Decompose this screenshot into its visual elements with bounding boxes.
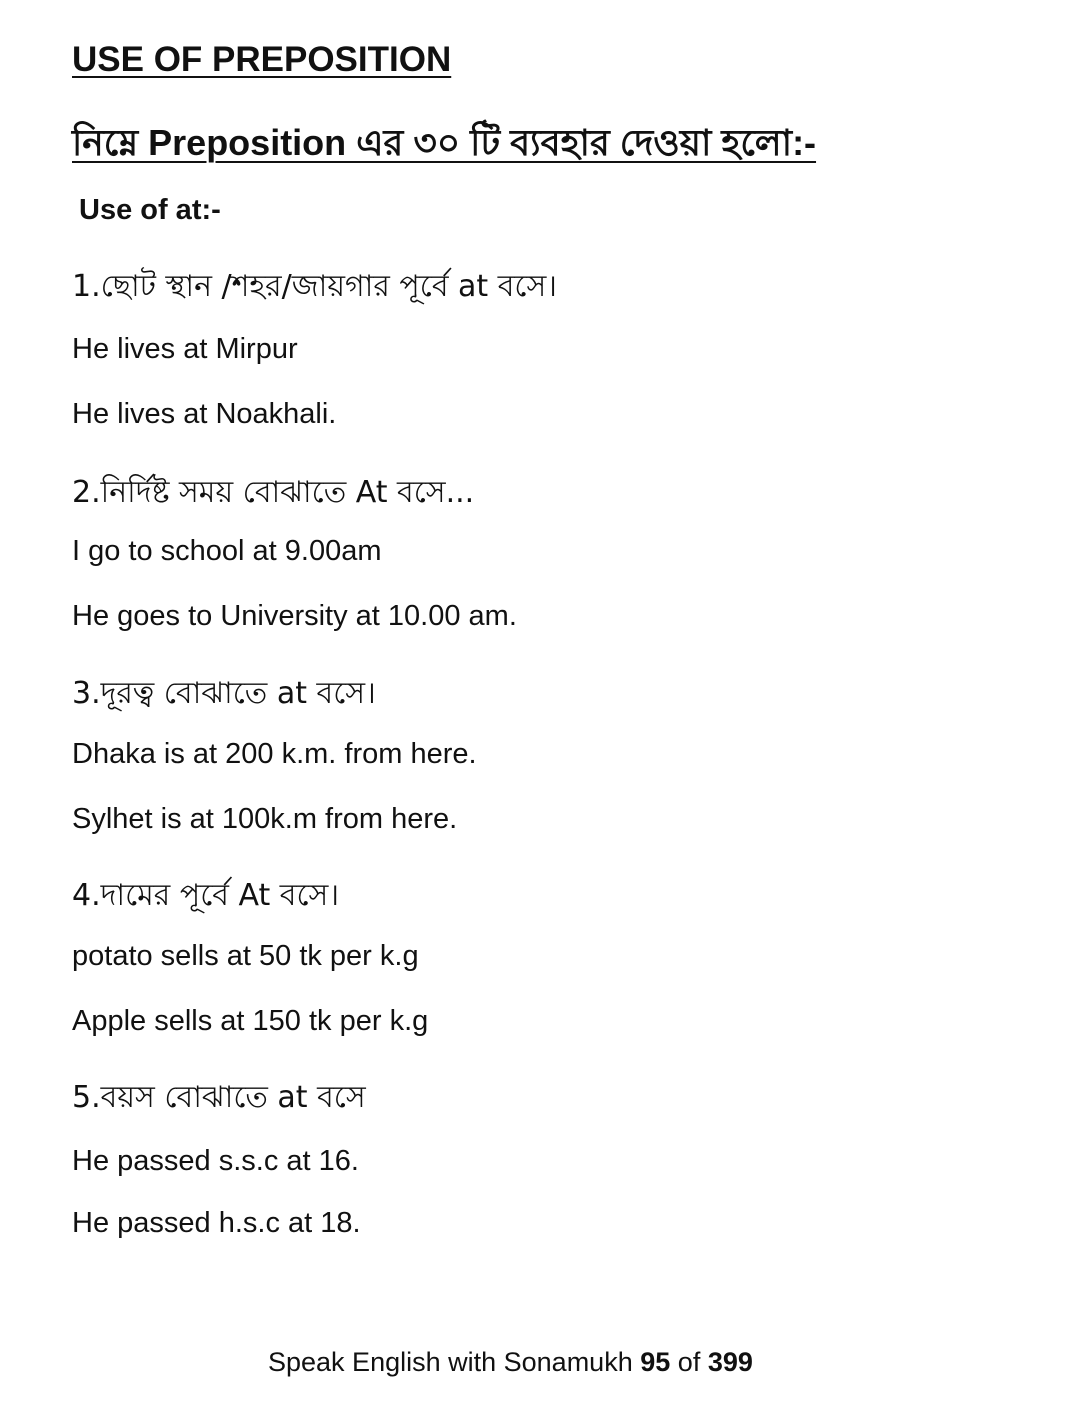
section-heading: Use of at:-: [79, 194, 221, 226]
rule-heading: 4.দামের পূর্বে At বসে।: [72, 878, 340, 913]
page-footer: [268, 1347, 753, 1378]
example-sentence: I go to school at 9.00am: [72, 535, 382, 567]
example-sentence: He passed h.s.c at 18.: [72, 1207, 361, 1239]
example-sentence: Sylhet is at 100k.m from here.: [72, 803, 458, 835]
example-sentence: He goes to University at 10.00 am.: [72, 600, 517, 632]
page-number-total: 399: [707, 1347, 753, 1377]
example-sentence: He lives at Noakhali.: [72, 398, 337, 430]
page-number-current: 95: [640, 1347, 671, 1377]
example-sentence: potato sells at 50 tk per k.g: [72, 940, 419, 972]
footer-text: Speak English with Sonamukh: [268, 1347, 633, 1377]
page-number-separator: of: [677, 1347, 701, 1377]
page-subtitle: নিম্নে Preposition এর ৩০ টি ব্যবহার দেওয়া হলো:-: [72, 122, 817, 163]
example-sentence: Dhaka is at 200 k.m. from here.: [72, 738, 477, 770]
rule-heading: 1.ছোট স্থান /শহর/জায়গার পূর্বে at বসে।: [72, 269, 558, 304]
page-title: USE OF PREPOSITION: [72, 40, 452, 79]
example-sentence: He passed s.s.c at 16.: [72, 1145, 359, 1177]
rule-heading: 3.দূরত্ব বোঝাতে at বসে।: [72, 676, 376, 711]
rule-heading: 2.নির্দিষ্ট সময় বোঝাতে At বসে...: [72, 475, 475, 510]
example-sentence: He lives at Mirpur: [72, 333, 298, 365]
rule-heading: 5.বয়স বোঝাতে at বসে: [72, 1080, 366, 1115]
example-sentence: Apple sells at 150 tk per k.g: [72, 1005, 429, 1037]
